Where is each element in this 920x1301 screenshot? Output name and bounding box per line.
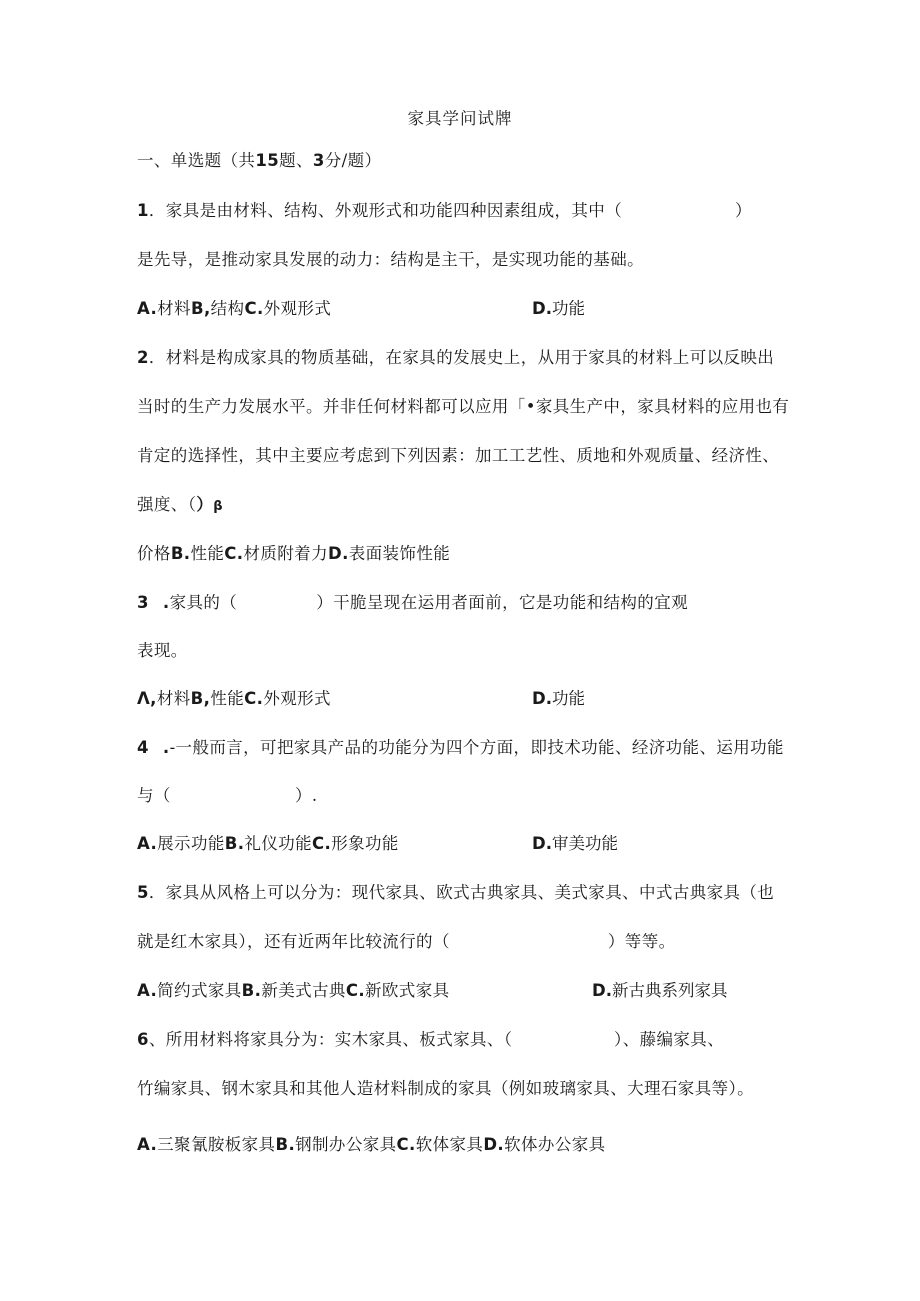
question-number: 4 bbox=[137, 738, 149, 757]
question-number: 6 bbox=[137, 1030, 149, 1049]
question-5-options-abc: A.简约式家具B.新美式古典C.新欧式家具 bbox=[137, 981, 450, 1000]
document-title: 家具学问试牌 bbox=[407, 109, 513, 128]
question-2-line-4: 强度、（）β bbox=[137, 495, 223, 514]
question-number: 3 bbox=[137, 593, 149, 612]
question-3-line-2: 表现。 bbox=[137, 641, 188, 660]
question-number: 1 bbox=[137, 201, 149, 220]
question-number: 2 bbox=[137, 348, 149, 367]
question-number: 5 bbox=[137, 883, 149, 902]
question-1-options-abc: A.材料B,结构C.外观形式 bbox=[137, 299, 332, 318]
question-5-line-1: 5．家具从风格上可以分为：现代家具、欧式古典家具、美式家具、中式古典家具（也 bbox=[137, 883, 775, 902]
question-2-line-2: 当时的生产力发展水平。并非任何材料都可以应用「•家具生产中，家具材料的应用也有 bbox=[137, 397, 790, 416]
question-2-options: 价格B.性能C.材质附着力D.表面装饰性能 bbox=[137, 544, 451, 563]
question-4-line-1: 4 .-一般而言，可把家具产品的功能分为四个方面，即技术功能、经济功能、运用功能 bbox=[137, 738, 784, 757]
question-3-option-d: D.功能 bbox=[532, 689, 585, 708]
question-1-line-2: 是先导，是推动家具发展的动力：结构是主干，是实现功能的基础。 bbox=[137, 250, 644, 269]
question-2-line-3: 肯定的选择性，其中主要应考虑到下列因素：加工工艺性、质地和外观质量、经济性、 bbox=[137, 446, 780, 465]
question-4-line-2: 与（ ）. bbox=[137, 786, 318, 805]
question-3-line-1: 3 .家具的（ ）干脆呈现在运用者面前，它是功能和结构的宜观 bbox=[137, 593, 688, 612]
question-6-line-2: 竹编家具、钢木家具和其他人造材料制成的家具（例如玻璃家具、大理石家具等）。 bbox=[137, 1079, 755, 1098]
question-1-option-d: D.功能 bbox=[532, 299, 585, 318]
question-2-line-1: 2．材料是构成家具的物质基础，在家具的发展史上，从用于家具的材料上可以反映出 bbox=[137, 348, 775, 367]
question-6-line-1: 6、所用材料将家具分为：实木家具、板式家具、（ ）、藤编家具、 bbox=[137, 1030, 725, 1049]
question-5-option-d: D.新古典系列家具 bbox=[592, 981, 728, 1000]
question-1-line-1: 1．家具是由材料、结构、外观形式和功能四种因素组成，其中（ ） bbox=[137, 201, 752, 220]
question-6-options: A.三聚氰胺板家具B.钢制办公家具C.软体家具D.软体办公家具 bbox=[137, 1135, 606, 1154]
question-3-options-abc: Λ,材料B,性能C.外观形式 bbox=[137, 689, 331, 708]
section-heading: 一、单选题（共15题、3分/题） bbox=[137, 151, 382, 170]
question-5-line-2: 就是红木家具），还有近两年比较流行的（ ）等等。 bbox=[137, 932, 676, 951]
question-4-options-abc: A.展示功能B.礼仪功能C.形象功能 bbox=[137, 834, 399, 853]
question-4-option-d: D.审美功能 bbox=[532, 834, 618, 853]
